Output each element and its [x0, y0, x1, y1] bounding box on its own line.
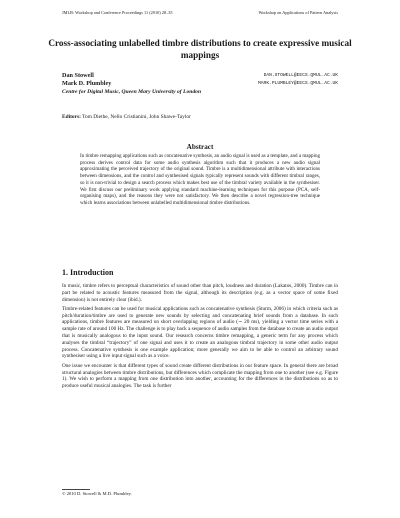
section-number: 1. — [62, 268, 68, 277]
editors-label: Editors: — [62, 114, 81, 120]
section-heading — [62, 268, 113, 277]
author-row — [62, 72, 338, 80]
section-title: Introduction — [70, 268, 114, 277]
author-row — [62, 80, 338, 88]
body-text — [62, 283, 338, 392]
abstract-heading: Abstract — [186, 143, 214, 151]
paper-title: Cross-associating unlabelled timbre distributions to create expressive musical mappings — [48, 38, 352, 60]
editors-line — [62, 114, 191, 120]
body-paragraph: In music, timbre refers to perceptual characteristics of sound other than pitch, loudness and duration (Lakatos, 2000). Timbre can in part be related to acoustic features measured from the signal, although its description (e.g. as a vector space of some fixed dimension) is not entirely clear (ibid.). — [62, 283, 338, 303]
body-paragraph: One issue we encounter is that different types of sound create different distributions in our feature space. In general there are broad structural analogies between timbre distributions, but differences which complicate the mapping from one to another (see e.g. Figure 1). We wish to perform a mapping from one distribution into another, accounting for the differences in the distributions so as to produce useful musical analogies. The task is further — [62, 362, 338, 390]
abstract-text: In timbre remapping applications such as concatenative synthesis, an audio signal is used as a template, and a mapping process derives control data for some audio synthesis algorithm such that it produces a new audio signal approximating the perceived trajectory of the original sound. Timbre is a multidimensional attribute with interactions between dimensions, and the control and synthesised signals typically represent sounds with different timbral ranges, so it is non-trivial to design a search process which makes best use of the timbral variety available in the synthesiser. We first discuss our preliminary work applying standard machine-learning techniques for this purpose (PCA, self-organising maps), and the reasons they were not satisfactory. We then describe a novel regression-tree technique which learns associations between unlabelled multidimensional timbre distributions. — [80, 153, 320, 206]
copyright-footer: © 2010 D. Stowell & M.D. Plumbley. — [62, 491, 132, 496]
author-email: DAN.STOWELL@EECS.QMUL.AC.UK — [263, 73, 338, 78]
author-name: Dan Stowell — [62, 72, 94, 79]
header-proceedings: JMLR: Workshop and Conference Proceedings 11 (2010) 28–35 — [62, 10, 173, 15]
running-header — [62, 10, 338, 15]
author-email: MARK.PLUMBLEY@EECS.QMUL.AC.UK — [258, 81, 338, 86]
footer-rule — [62, 489, 90, 490]
editors-names: Tom Diethe, Nello Cristianini, John Shawe-Taylor — [82, 114, 191, 120]
body-paragraph: Timbre-related features can be used for musical applications such as concatenative synthesis (Sturm, 2006) in which criteria such as pitch/duration/timbre are used to generate new sounds by selecting and concatenating brief sounds from a database. In such applications, timbre features are measured on short overlapping regions of audio (∼ 20 ms), yielding a vector time series with a sample rate of around 100 Hz. The challenge is to play back a sequence of audio samples from the database to create an audio output that is musically analogous to the input sound. Our research concerns timbre remapping, a generic term for any process which analyses the timbral “trajectory” of one signal and uses it to create an analogous timbral trajectory in some other audio output process. Concatenative synthesis is one example application; more generally we aim to be able to control an arbitrary sound synthesiser using a live input signal such as a voice. — [62, 305, 338, 360]
author-name: Mark D. Plumbley — [62, 80, 112, 87]
author-block — [62, 72, 338, 96]
affiliation: Centre for Digital Music, Queen Mary University of London — [62, 89, 202, 95]
header-workshop: Workshop on Applications of Pattern Analysis — [258, 10, 338, 15]
